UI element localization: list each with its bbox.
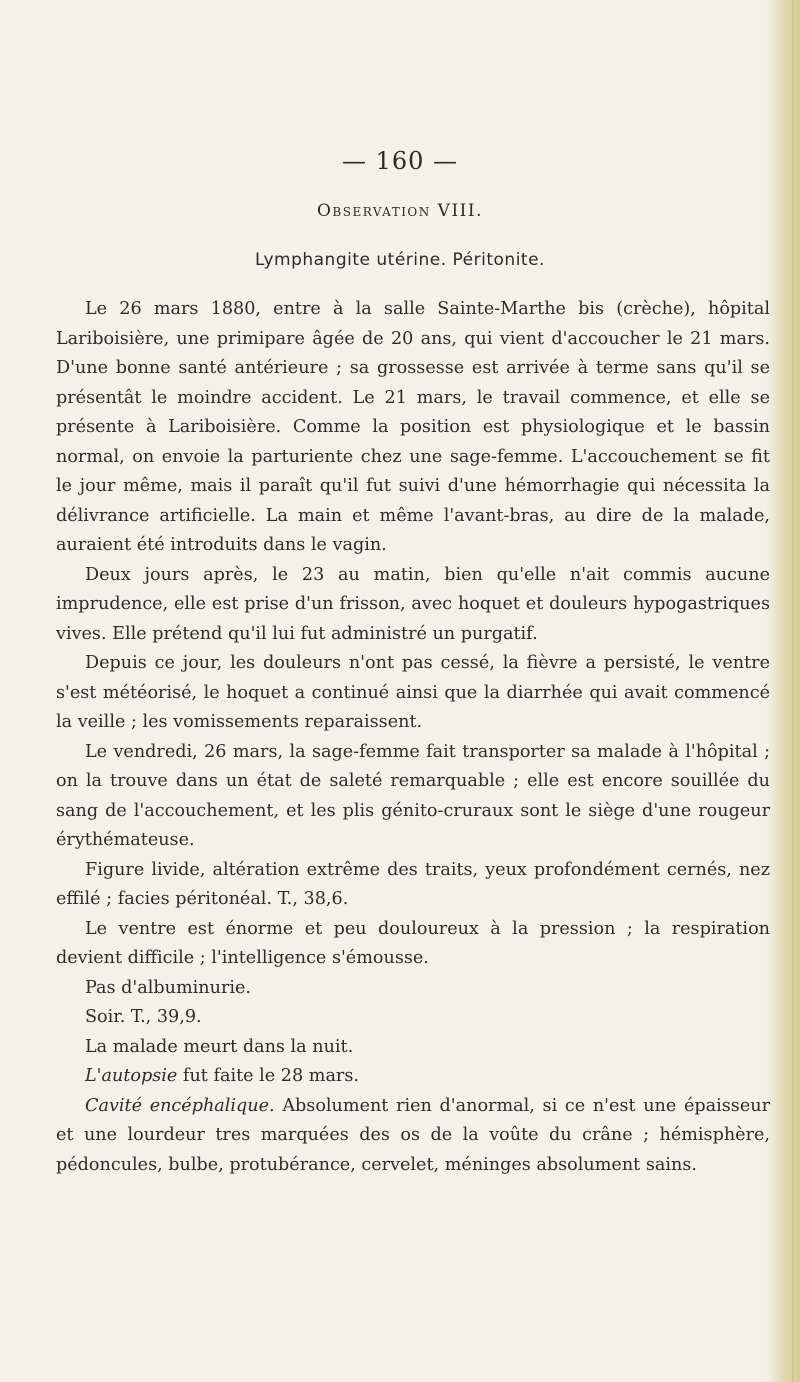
autopsy-paragraph bbox=[56, 1062, 770, 1092]
observation-subtitle: Lymphangite utérine. Péritonite. bbox=[255, 250, 545, 270]
paragraph: Le vendredi, 26 mars, la sage-femme fait transporter sa malade à l'hôpital ; on la trouve dans un état de saleté remarquable ; elle est encore souillée du sang de l'accouchement, et les plis génito-cruraux sont le siège d'une rougeur érythémateuse. bbox=[56, 741, 770, 850]
autopsy-label: L'autopsie bbox=[85, 1066, 178, 1086]
cavity-text: Absolument rien d'anormal, si ce n'est une épaisseur et une lourdeur tres marquées des os de la voûte du crâne ; hémisphère, pédoncules, bulbe, protubérance, cervelet, méninges absolument sains. bbox=[56, 1095, 770, 1175]
autopsy-text: fut faite le 28 mars. bbox=[177, 1066, 359, 1086]
paragraph: Pas d'albuminurie. bbox=[85, 977, 251, 998]
paragraph: La malade meurt dans la nuit. bbox=[85, 1036, 354, 1057]
observation-title: Observation VIII. bbox=[316, 201, 484, 221]
cavity-paragraph bbox=[56, 1092, 770, 1181]
cavity-label: Cavité encéphalique. bbox=[85, 1095, 275, 1116]
paragraph: Le ventre est énorme et peu douloureux à la pression ; la respiration devient difficile ; l'intelligence s'émousse. bbox=[56, 918, 770, 968]
paragraph: Deux jours après, le 23 au matin, bien qu'elle n'ait commis aucune imprudence, elle est prise d'un frisson, avec hoquet et douleurs hypogastriques vives. Elle prétend qu'il lui fut administré un purgatif. bbox=[56, 564, 770, 644]
body-text bbox=[56, 295, 770, 1180]
paragraph: Depuis ce jour, les douleurs n'ont pas cessé, la fièvre a persisté, le ventre s'est météorisé, le hoquet a continué ainsi que la diarrhée qui avait commencé la veille ; les vomissements reparaissent. bbox=[56, 653, 770, 732]
paragraph: Le 26 mars 1880, entre à la salle Sainte-Marthe bis (crèche), hôpital Lariboisière, une primipare âgée de 20 ans, qui vient d'accoucher le 21 mars. D'une bonne santé antérieure ; sa grossesse est arrivée à terme sans qu'il se présentât le moindre accident. Le 21 mars, le travail commence, et elle se présente à Lariboisière. Comme la position est physiologique et le bassin normal, on envoie la parturiente chez une sage-femme. L'accouchement se fit le jour même, mais il paraît qu'il fut suivi d'une hémorrhagie qui nécessita la délivrance artificielle. La main et même l'avant-bras, au dire de la malade, auraient été introduits dans le vagin. bbox=[56, 299, 770, 555]
page-number: — 160 — bbox=[341, 147, 459, 175]
paragraph: Soir. T., 39,9. bbox=[85, 1007, 202, 1027]
paragraph: Figure livide, altération extrême des traits, yeux profondément cernés, nez effilé ; facies péritonéal. T., 38,6. bbox=[56, 859, 770, 909]
